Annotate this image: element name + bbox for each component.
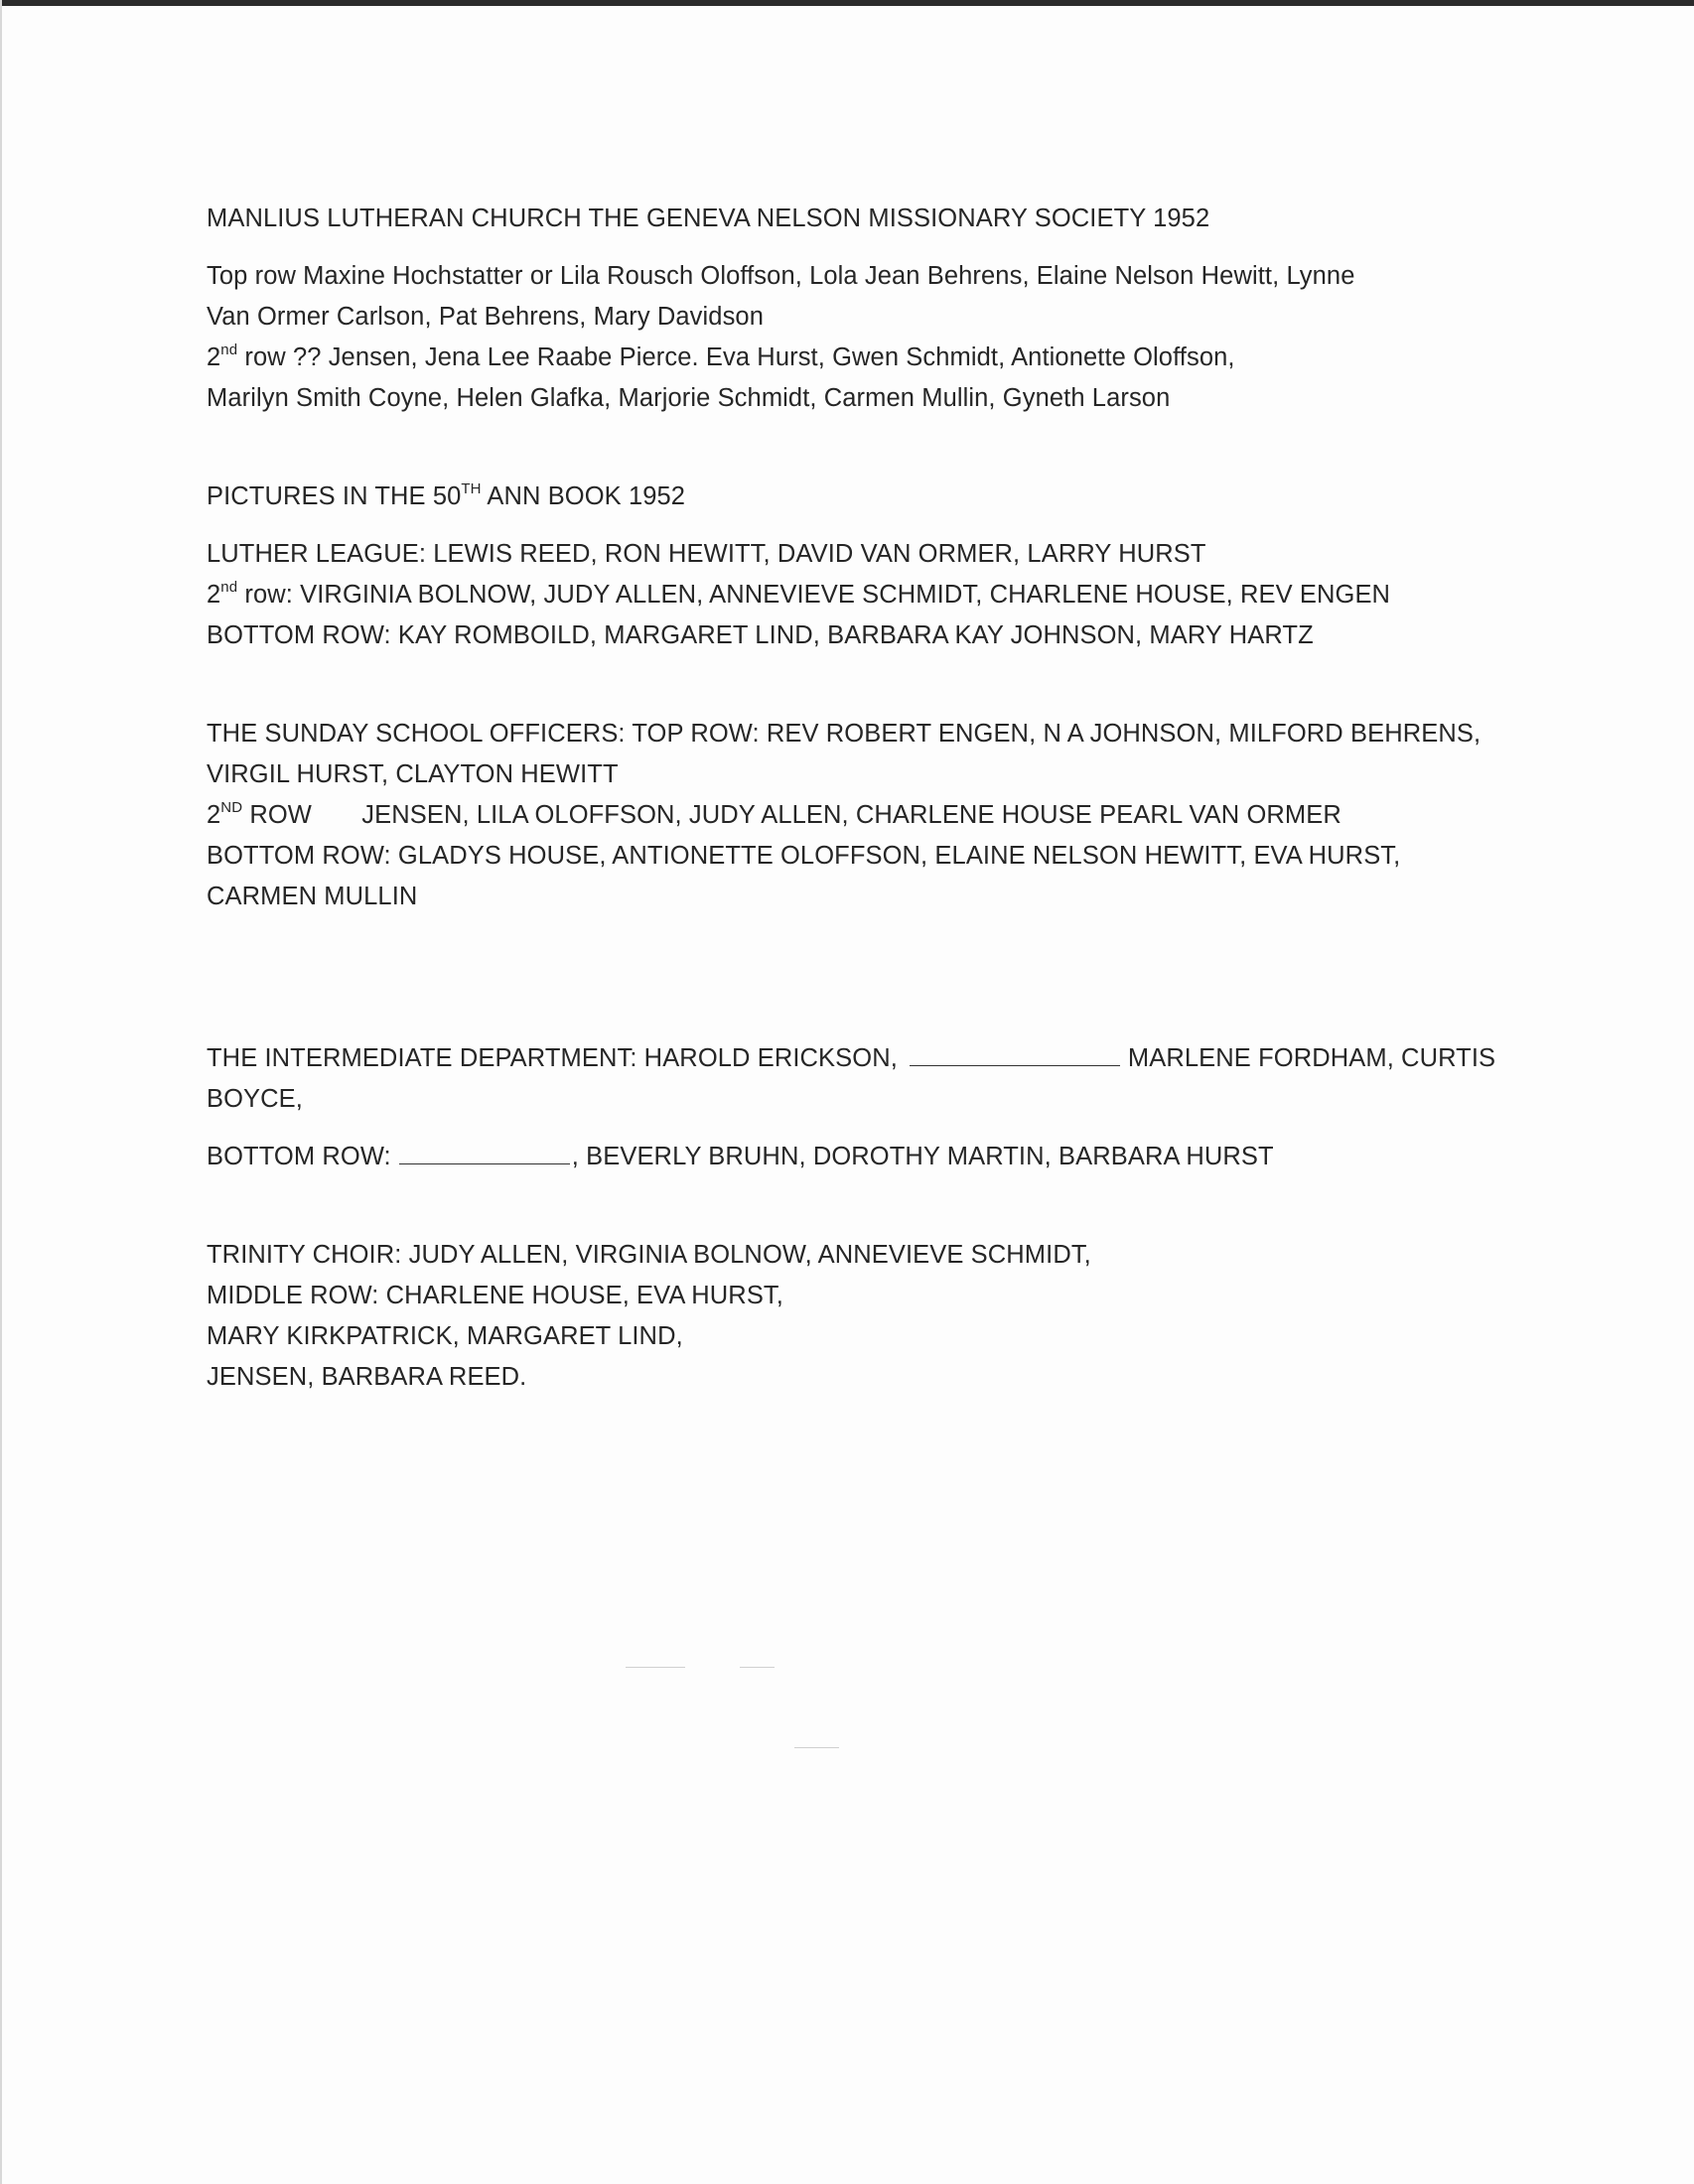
choir-line: TRINITY CHOIR: JUDY ALLEN, VIRGINIA BOLNOW, ANNEVIEVE SCHMIDT, [207,1241,1091,1269]
spacer [207,419,1497,477]
sunday-school-line: THE SUNDAY SCHOOL OFFICERS: TOP ROW: REV ROBERT ENGEN, N A JOHNSON, MILFORD BEHRENS, [207,720,1482,748]
intermediate-text: THE INTERMEDIATE DEPARTMENT: HAROLD ERICKSON, [207,1044,898,1072]
blank-name-line [910,1043,1120,1066]
blank-name-line [399,1142,570,1164]
intermediate-line [207,1038,1497,1079]
sunday-school-line: BOTTOM ROW: GLADYS HOUSE, ANTIONETTE OLOFFSON, ELAINE NELSON HEWITT, EVA HURST, [207,842,1401,870]
scan-left-edge [0,0,2,2184]
sunday-school-line: CARMEN MULLIN [207,883,418,910]
intermediate-text: , BEVERLY BRUHN, DOROTHY MARTIN, BARBARA HURST [571,1143,1274,1170]
intermediate-line: BOYCE, [207,1085,303,1113]
choir-line: MIDDLE ROW: CHARLENE HOUSE, EVA HURST, [207,1282,783,1309]
spacer [207,239,1497,256]
spacer [207,1177,1497,1235]
luther-league-second-row [207,575,1497,615]
sunday-school-section [207,714,1497,917]
scan-artifact [794,1747,839,1748]
choir-line: JENSEN, BARBARA REED. [207,1363,527,1391]
spacer [207,917,1497,1038]
trinity-choir-section [207,1235,1497,1398]
ordinal-suffix: TH [461,480,482,497]
row-names: row: VIRGINIA BOLNOW, JUDY ALLEN, ANNEVIEVE SCHMIDT, CHARLENE HOUSE, REV ENGEN [237,581,1391,609]
row-names: row ?? Jensen, Jena Lee Raabe Pierce. Eva Hurst, Gwen Schmidt, Antionette Oloffson, [237,343,1235,371]
society-heading: MANLIUS LUTHERAN CHURCH THE GENEVA NELSON MISSIONARY SOCIETY 1952 [207,205,1210,232]
luther-league-line: BOTTOM ROW: KAY ROMBOILD, MARGARET LIND, BARBARA KAY JOHNSON, MARY HARTZ [207,621,1314,649]
anniversary-book-heading [207,477,1497,517]
row-number: 2 [207,801,221,829]
intermediate-section [207,1038,1497,1177]
sunday-school-second-row [207,795,1497,836]
row-number: 2 [207,343,221,371]
row-number: 2 [207,581,221,609]
society-line: Van Ormer Carlson, Pat Behrens, Mary Davidson [207,303,764,331]
ordinal-suffix: ND [220,799,243,816]
society-line: Marilyn Smith Coyne, Helen Glafka, Marjorie Schmidt, Carmen Mullin, Gyneth Larson [207,384,1171,412]
heading-text: ANN BOOK 1952 [481,482,686,510]
spacer [207,656,1497,714]
ordinal-suffix: nd [220,579,238,596]
luther-league-line: LUTHER LEAGUE: LEWIS REED, RON HEWITT, DAVID VAN ORMER, LARRY HURST [207,540,1206,568]
intermediate-text: BOTTOM ROW: [207,1143,391,1170]
scan-top-edge [0,0,1694,6]
ordinal-suffix: nd [220,341,238,358]
missionary-society-section [207,199,1497,419]
luther-league-section [207,534,1497,656]
spacer [207,1120,1497,1137]
document-page [207,199,1497,1398]
choir-line: MARY KIRKPATRICK, MARGARET LIND, [207,1322,683,1350]
society-second-row [207,338,1497,378]
intermediate-bottom-row [207,1137,1497,1177]
sunday-school-line: VIRGIL HURST, CLAYTON HEWITT [207,760,619,788]
spacer [207,517,1497,534]
intermediate-text: MARLENE FORDHAM, CURTIS [1127,1044,1496,1072]
society-line: Top row Maxine Hochstatter or Lila Rousch Oloffson, Lola Jean Behrens, Elaine Nelson Hewitt, Lynne [207,262,1355,290]
scan-artifact [740,1667,775,1668]
row-names: ROW JENSEN, LILA OLOFFSON, JUDY ALLEN, CHARLENE HOUSE PEARL VAN ORMER [242,801,1341,829]
scan-artifact [626,1667,685,1668]
heading-text: PICTURES IN THE 50 [207,482,462,510]
